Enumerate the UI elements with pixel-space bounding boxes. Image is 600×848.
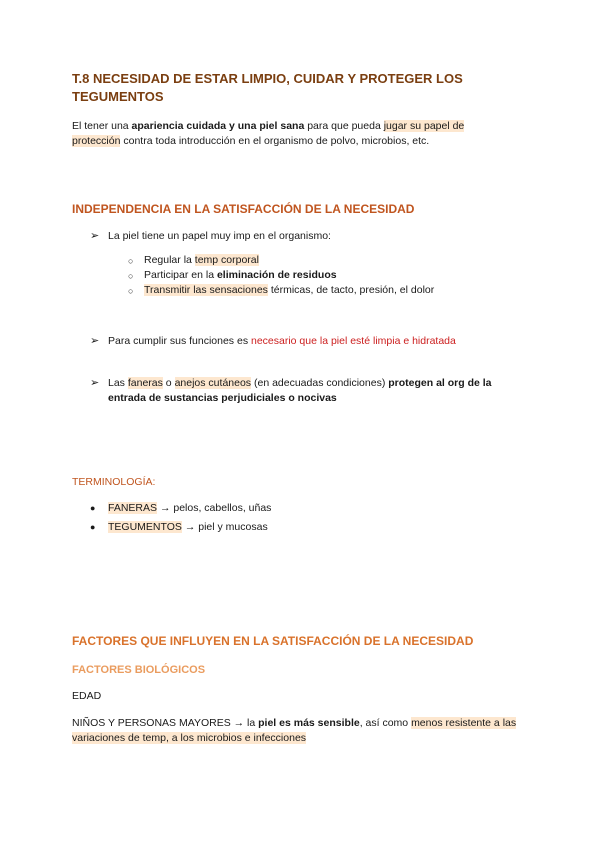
terminology-heading: TERMINOLOGÍA: <box>72 476 156 488</box>
term-arrow: → <box>184 521 196 533</box>
arrow-bullet-icon: ➢ <box>90 377 100 389</box>
edad-highlight: menos resistente a las variaciones de temp, a los microbios e infecciones <box>72 717 517 744</box>
label-edad: EDAD <box>72 690 102 702</box>
intro-text-1: El tener una <box>72 120 132 132</box>
terminology-item <box>108 501 271 516</box>
item2-red: necesario que la piel esté limpia e hidratada <box>250 335 456 347</box>
section-heading-independencia: INDEPENDENCIA EN LA SATISFACCIÓN DE LA NECESIDAD <box>72 202 415 216</box>
item3-text-3: (en adecuadas condiciones) <box>251 377 389 389</box>
term-arrow: → <box>159 502 171 514</box>
item2-text: Para cumplir sus funciones es <box>108 335 251 347</box>
intro-text-2: para que pueda <box>304 120 384 132</box>
item3-highlight-1: faneras <box>127 377 163 389</box>
sub3-highlight: Transmitir las sensaciones <box>144 284 268 296</box>
bullet-icon: ● <box>90 522 96 532</box>
page-title: T.8 NECESIDAD DE ESTAR LIMPIO, CUIDAR Y PROTEGER LOS TEGUMENTOS <box>72 71 463 104</box>
terminology-item <box>108 520 268 535</box>
sub2-bold: eliminación de residuos <box>216 269 337 281</box>
sub-list-item <box>144 268 337 283</box>
circle-bullet-icon: ○ <box>128 286 134 296</box>
sub-list-item <box>144 283 434 298</box>
section-heading-factores: FACTORES QUE INFLUYEN EN LA SATISFACCIÓN DE LA NECESIDAD <box>72 634 474 648</box>
item3-text-1: Las <box>108 377 128 389</box>
intro-highlight-1: jugar su papel de protección <box>72 120 465 147</box>
item3-highlight-2: anejos cutáneos <box>174 377 252 389</box>
intro-bold-1: apariencia cuidada y una piel sana <box>131 120 305 132</box>
term-tegumentos: TEGUMENTOS <box>108 521 182 533</box>
arrow-bullet-icon: ➢ <box>90 230 100 242</box>
arrow-bullet-icon: ➢ <box>90 335 100 347</box>
edad-paragraph <box>72 716 534 746</box>
item3-text-2: o <box>162 377 175 389</box>
circle-bullet-icon: ○ <box>128 271 134 281</box>
sub1-highlight: temp corporal <box>194 254 259 266</box>
circle-bullet-icon: ○ <box>128 256 134 266</box>
list-item: La piel tiene un papel muy imp en el organismo: <box>108 230 331 242</box>
edad-bold: piel es más sensible <box>258 717 360 729</box>
sub2-text: Participar en la <box>144 269 217 281</box>
edad-text-1: NIÑOS Y PERSONAS MAYORES → la <box>72 717 259 729</box>
list-item <box>108 334 456 349</box>
subheading-factores-biologicos: FACTORES BIOLÓGICOS <box>72 664 206 676</box>
bullet-icon: ● <box>90 503 96 513</box>
term-tegumentos-def: piel y mucosas <box>198 521 268 533</box>
term-faneras: FANERAS <box>108 502 158 514</box>
sub3-text: térmicas, de tacto, presión, el dolor <box>267 284 435 296</box>
edad-text-2: , así como <box>359 717 412 729</box>
intro-paragraph <box>72 119 502 149</box>
sub1-text: Regular la <box>144 254 195 266</box>
term-faneras-def: pelos, cabellos, uñas <box>173 502 272 514</box>
sub-list-item <box>144 253 259 268</box>
intro-text-3: contra toda introducción en el organismo de polvo, microbios, etc. <box>120 135 430 147</box>
list-item <box>108 376 518 406</box>
item3-bold: protegen al org de la entrada de sustancias perjudiciales o nocivas <box>108 377 492 404</box>
